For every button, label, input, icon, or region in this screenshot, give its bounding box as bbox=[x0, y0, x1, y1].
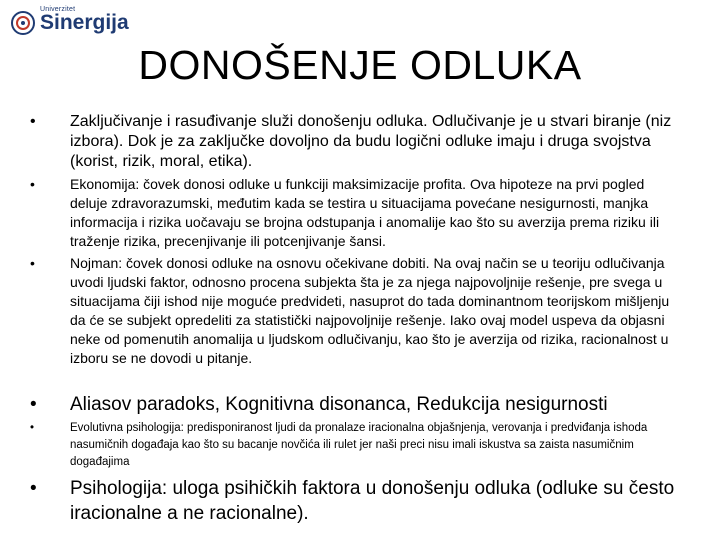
slide-title: DONOŠENJE ODLUKA bbox=[138, 42, 582, 88]
bullet-text: Psihologija: uloga psihičkih faktora u donošenju odluka (odluke su često iracionalne a ne racionalne). bbox=[70, 478, 675, 524]
university-logo bbox=[10, 6, 129, 38]
bullet-text: Zaključivanje i rasuđivanje služi donošenju odluka. Odlučivanje je u stvari biranje (niz izbora). Dok je za zaključke dovoljno da budu logični odluke imaju i druga svojstva (korist, rizik, moral, etika). bbox=[70, 113, 672, 170]
bullet-marker: • bbox=[30, 113, 36, 130]
logo-wordmark: Sinergija bbox=[40, 11, 129, 34]
bullet-marker: • bbox=[30, 176, 35, 192]
bullet-marker: • bbox=[30, 394, 37, 415]
logo-emblem-icon bbox=[10, 10, 36, 36]
bullet-marker: • bbox=[30, 422, 35, 434]
bullet-marker: • bbox=[30, 255, 35, 271]
bullet-marker: • bbox=[30, 478, 37, 499]
bullet-text: Evolutivna psihologija: predisponiranost ljudi da pronalaze iracionalna objašnjenja, verovanja i predviđanja ishoda nasumičnih događaja kao što su bacanje novčića ili rulet jer naši preci nisu imali iskustva sa zaista nasumičnim događajima bbox=[70, 422, 648, 468]
bullet-text: Ekonomija: čovek donosi odluke u funkciji maksimizacije profita. Ova hipoteze na prvi pogled deluje zdravorazumski, međutim kada se testira u situacijama povećane nesigurnosti, manjka informacija i rizika uočavaju se brojna odstupanja i anomalije kao što su averzija prema riziku ili traženje rizika, precenjivanje ili potcenjivanje šansi. bbox=[70, 176, 660, 249]
logo-subtitle: Univerzitet bbox=[40, 6, 76, 13]
bullet-text: Nojman: čovek donosi odluke na osnovu očekivane dobiti. Na ovaj način se u teoriju odlučivanja uvodi ljudski faktor, odnosno procena subjekta šta je za njega najpovoljnije rešenje, pre svega u situacijama čiji ishod nije moguće predvideti, nasuprot do tada dominantnom teorijskom mišljenju da će se subjekt opredeliti za statistički najpovoljnije rešenje. Iako ovaj model uspeva da objasni neke od pomenutih anomalija u ljudskom odlučivanju, kao što je averzija od rizika, racionalnost u izboru se ne dovodi u pitanje. bbox=[70, 255, 670, 366]
bullet-text: Aliasov paradoks, Kognitivna disonanca, Redukcija nesigurnosti bbox=[70, 394, 608, 415]
